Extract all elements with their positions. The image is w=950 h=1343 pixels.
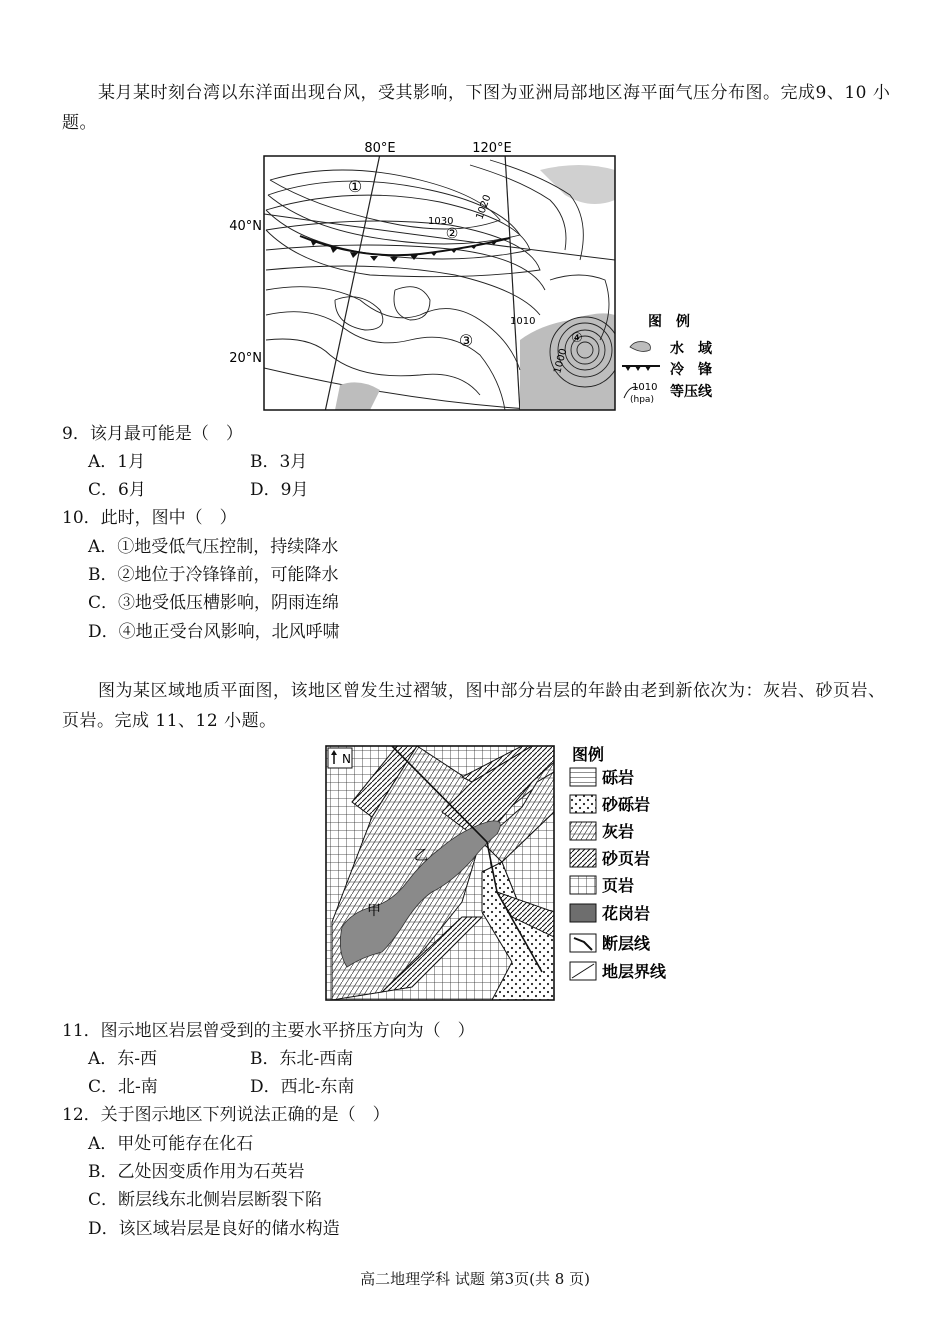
legend-label-limestone: 灰岩: [602, 822, 635, 841]
legend-label-stratum-boundary: 地层界线: [602, 962, 667, 981]
legend-label-cold-front: 冷 锋: [670, 362, 712, 378]
q10-option-d[interactable]: D．④地正受台风影响，北风呼啸: [88, 622, 340, 642]
legend-isobar-unit: (hpa): [630, 395, 654, 405]
isobar-label-1030: 1030: [428, 216, 454, 227]
stratum-boundary-icon: [570, 962, 596, 980]
q9-option-a[interactable]: A．1月: [88, 452, 146, 472]
legend-label-sandy-conglomerate: 砂砾岩: [602, 795, 651, 814]
legend-isobar-value: 1010: [632, 382, 658, 393]
place-label-yi: 乙: [414, 848, 428, 864]
question-9-stem: 9．该月最可能是（ ）: [62, 424, 243, 444]
region-mark-1: ①: [347, 177, 363, 196]
q12-option-c[interactable]: C．断层线东北侧岩层断裂下陷: [88, 1190, 323, 1210]
legend-label-granite: 花岗岩: [602, 904, 651, 923]
granite-icon: [570, 904, 596, 922]
page-footer: 高二地理学科 试题 第3页(共 8 页): [360, 1270, 590, 1288]
legend-label-shale: 页岩: [602, 876, 635, 895]
shale-icon: [570, 876, 596, 894]
q12-option-d[interactable]: D．该区域岩层是良好的储水构造: [88, 1219, 340, 1239]
lat-label-40: 40°N: [229, 219, 262, 234]
q11-option-c[interactable]: C．北-南: [88, 1077, 158, 1097]
q10-option-c[interactable]: C．③地受低压槽影响，阴雨连绵: [88, 593, 340, 613]
intro-paragraph-2: 图为某区域地质平面图，该地区曾发生过褶皱，图中部分岩层的年龄由老到新依次为：灰岩、砂页岩、页岩。完成 11、12 小题。: [62, 681, 886, 731]
geology-map: [322, 742, 692, 1004]
cold-front-icon: [622, 366, 660, 371]
north-label: N: [342, 752, 351, 766]
isobar-label-1010: 1010: [510, 316, 536, 327]
conglomerate-icon: [570, 768, 596, 786]
legend-label-conglomerate: 砾岩: [602, 768, 635, 787]
water-icon: [630, 342, 650, 352]
geo-legend-title: 图例: [572, 745, 605, 764]
legend-label-fault-line: 断层线: [602, 934, 651, 953]
region-mark-4: ④: [571, 331, 583, 346]
pressure-map: [220, 140, 740, 415]
lon-label-80: 80°E: [364, 141, 396, 156]
q10-option-a[interactable]: A．①地受低气压控制，持续降水: [88, 537, 339, 557]
q12-option-b[interactable]: B．乙处因变质作用为石英岩: [88, 1162, 305, 1182]
region-mark-3: ③: [458, 331, 474, 350]
region-mark-2: ②: [445, 226, 459, 242]
q9-option-d[interactable]: D．9月: [250, 480, 309, 500]
q11-option-d[interactable]: D．西北-东南: [250, 1077, 355, 1097]
legend-label-isobar: 等压线: [670, 384, 712, 400]
q9-option-c[interactable]: C．6月: [88, 480, 146, 500]
legend-title: 图 例: [648, 314, 690, 330]
place-label-jia: 甲: [367, 903, 381, 919]
q11-option-a[interactable]: A．东-西: [88, 1049, 158, 1069]
lon-label-120: 120°E: [472, 141, 512, 156]
legend-label-sandy-shale: 砂页岩: [602, 849, 651, 868]
legend-label-water: 水 域: [670, 341, 712, 357]
fault-line-icon: [570, 934, 596, 952]
question-12-stem: 12．关于图示地区下列说法正确的是（ ）: [62, 1105, 390, 1125]
lat-label-20: 20°N: [229, 351, 262, 366]
q9-option-b[interactable]: B．3月: [250, 452, 308, 472]
question-11-stem: 11．图示地区岩层曾受到的主要水平挤压方向为（ ）: [62, 1021, 475, 1041]
isobar-label-1020: 1020: [474, 193, 494, 222]
sandy-conglomerate-icon: [570, 795, 596, 813]
q11-option-b[interactable]: B．东北-西南: [250, 1049, 354, 1069]
q10-option-b[interactable]: B．②地位于冷锋锋前，可能降水: [88, 565, 339, 585]
limestone-icon: [570, 822, 596, 840]
intro-paragraph-1: 某月某时刻台湾以东洋面出现台风，受其影响，下图为亚洲局部地区海平面气压分布图。完成9、10 小题。: [62, 83, 891, 133]
question-10-stem: 10．此时，图中（ ）: [62, 508, 237, 528]
sandy-shale-icon: [570, 849, 596, 867]
q12-option-a[interactable]: A．甲处可能存在化石: [88, 1134, 254, 1154]
isobar-label-1000: 1000: [552, 347, 570, 375]
